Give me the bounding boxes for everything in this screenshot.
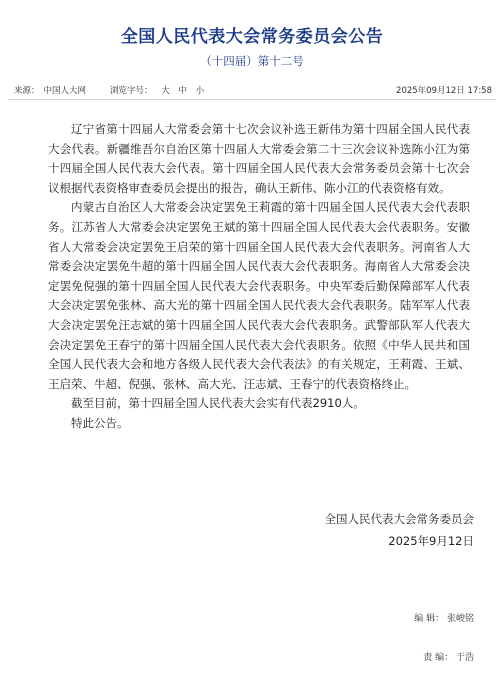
source-info [14, 84, 86, 96]
font-size-selector [110, 84, 204, 96]
font-size-label: 浏览字号： [110, 86, 153, 96]
signature-date: 2025年9月12日 [388, 534, 474, 548]
editor-credit: 编 辑： 张峻铭 [414, 614, 474, 624]
article-paragraph: 辽宁省第十四届人大常委会第十七次会议补选王新伟为第十四届全国人民代表大会代表。新疆维吾尔自治区第十四届人大常委会第二十三次会议补选陈小江为第十四届全国人民代表大会代表。第十四届全国人民代表大会常务委员会第十七次会议根据代表资格审查委员会提出的报告，确认王新伟、陈小江的代表资格有效。 [48, 122, 470, 195]
page-subtitle: （十四届）第十二号 [200, 54, 304, 68]
article-paragraph: 截至目前，第十四届全国人民代表大会实有代表2910人。 [71, 396, 365, 411]
article-meta-bar [0, 84, 504, 96]
font-size-medium[interactable]: 中 [178, 86, 187, 96]
source-label: 来源： [14, 86, 40, 96]
article-paragraph: 内蒙古自治区人大常委会决定罢免王莉霞的第十四届全国人民代表大会代表职务。江苏省人大常委会决定罢免王斌的第十四届全国人民代表大会代表职务。安徽省人大常委会决定罢免王启荣的第十四届全国人民代表大会代表职务。河南省人大常委会决定罢免牛超的第十四届全国人民代表大会代表职务。海南省人大常委会决定罢免倪强的第十四届全国人民代表大会代表职务。中央军委后勤保障部军人代表大会决定罢免张林、高大光的第十四届全国人民代表大会代表职务。陆军军人代表大会决定罢免汪志斌的第十四届全国人民代表大会代表职务。武警部队军人代表大会决定罢免王春宁的第十四届全国人民代表大会代表职务。依照《中华人民共和国全国人民代表大会和地方各级人民代表大会代表法》的有关规定，王莉霞、王斌、王启荣、牛超、倪强、张林、高大光、汪志斌、王春宁的代表资格终止。 [48, 200, 470, 391]
signature-organization: 全国人民代表大会常务委员会 [324, 512, 474, 526]
article-paragraph: 特此公告。 [71, 415, 129, 430]
font-size-small[interactable]: 小 [195, 86, 205, 96]
signature-block [325, 508, 475, 552]
header-divider [8, 99, 496, 100]
reviewer-credit: 责 编： 于浩 [423, 653, 474, 663]
article-body [48, 120, 470, 434]
font-size-large[interactable]: 大 [161, 86, 170, 96]
publish-datetime: 2025年09月12日 17:58 [396, 86, 492, 96]
source-value[interactable]: 中国人大网 [43, 86, 87, 96]
page-title: 全国人民代表大会常务委员会公告 [120, 27, 384, 47]
